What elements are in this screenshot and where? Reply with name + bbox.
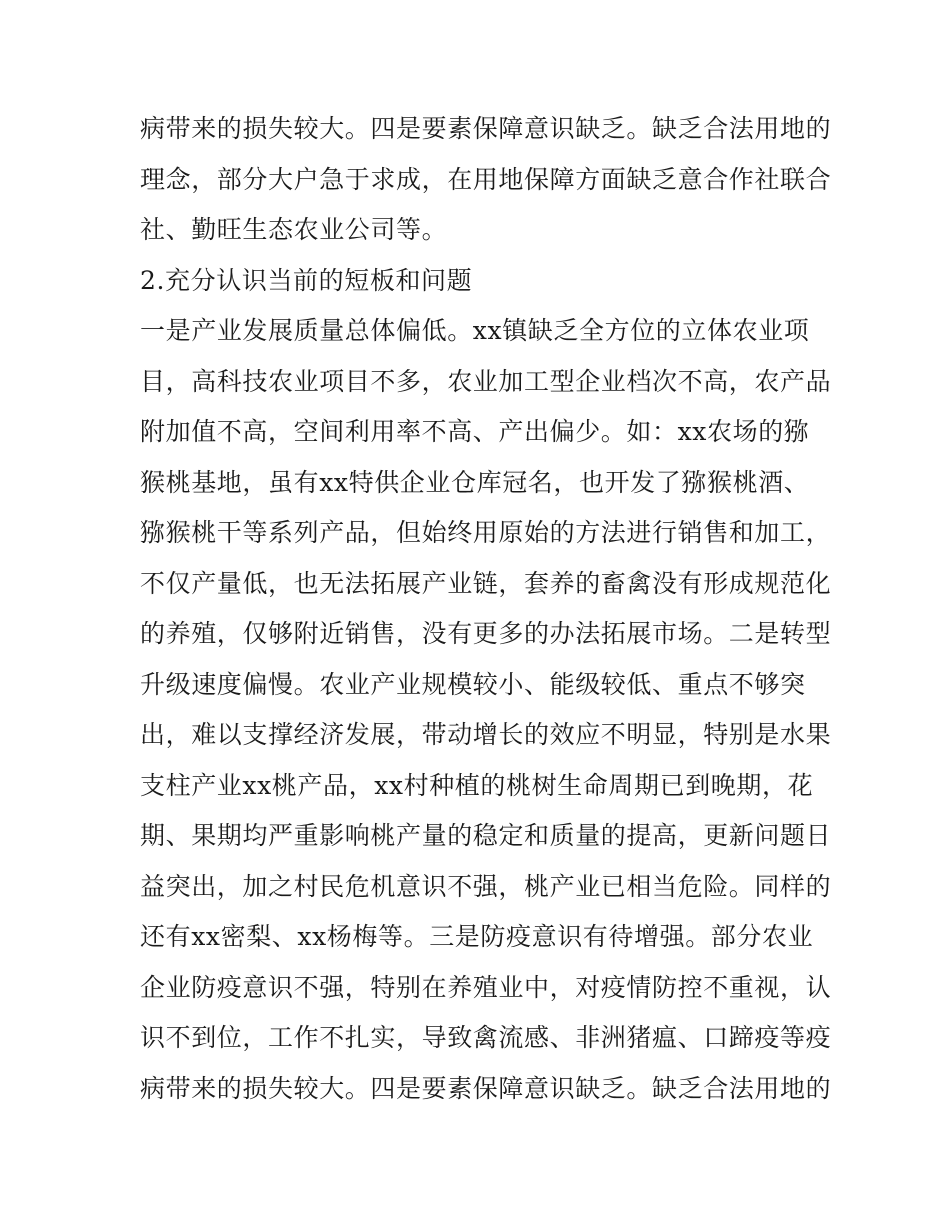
text-line: 期、果期均严重影响桃产量的稳定和质量的提高，更新问题日	[140, 821, 832, 850]
text-line: 升级速度偏慢。农业产业规模较小、能级较低、重点不够突	[140, 669, 806, 699]
text-line: 附加值不高，空间利用率不高、产出偏少。如：xx农场的猕	[140, 417, 810, 446]
text-line: 识不到位，工作不扎实，导致禽流感、非洲猪瘟、口蹄疫等疫	[140, 1023, 832, 1052]
text-line: 益突出，加之村民危机意识不强，桃产业已相当危险。同样的	[140, 871, 832, 901]
section-heading: 2.充分认识当前的短板和问题	[140, 265, 473, 295]
document-body	[140, 104, 832, 1114]
text-line: 猕猴桃干等系列产品，但始终用原始的方法进行销售和加工，	[140, 518, 832, 547]
text-line: 一是产业发展质量总体偏低。xx镇缺乏全方位的立体农业项	[140, 316, 810, 345]
text-line: 的养殖，仅够附近销售，没有更多的办法拓展市场。二是转型	[140, 619, 832, 648]
text-line: 病带来的损失较大。四是要素保障意识缺乏。缺乏合法用地的	[140, 114, 832, 143]
text-line: 社、勤旺生态农业公司等。	[140, 215, 448, 244]
text-line: 出，难以支撑经济发展，带动增长的效应不明显，特别是水果	[140, 720, 832, 749]
text-line: 目，高科技农业项目不多，农业加工型企业档次不高，农产品	[140, 366, 832, 396]
text-line: 病带来的损失较大。四是要素保障意识缺乏。缺乏合法用地的	[140, 1073, 832, 1103]
text-line: 还有xx密梨、xx杨梅等。三是防疫意识有待增强。部分农业	[140, 922, 814, 951]
text-line: 理念，部分大户急于求成，在用地保障方面缺乏意合作社联合	[140, 164, 832, 194]
text-line: 支柱产业xx桃产品，xx村种植的桃树生命周期已到晚期，花	[140, 770, 814, 800]
text-line: 不仅产量低，也无法拓展产业链，套养的畜禽没有形成规范化	[140, 568, 832, 598]
text-line: 猴桃基地，虽有xx特供企业仓库冠名，也开发了猕猴桃酒、	[140, 467, 810, 497]
text-line: 企业防疫意识不强，特别在养殖业中，对疫情防控不重视，认	[140, 972, 832, 1002]
